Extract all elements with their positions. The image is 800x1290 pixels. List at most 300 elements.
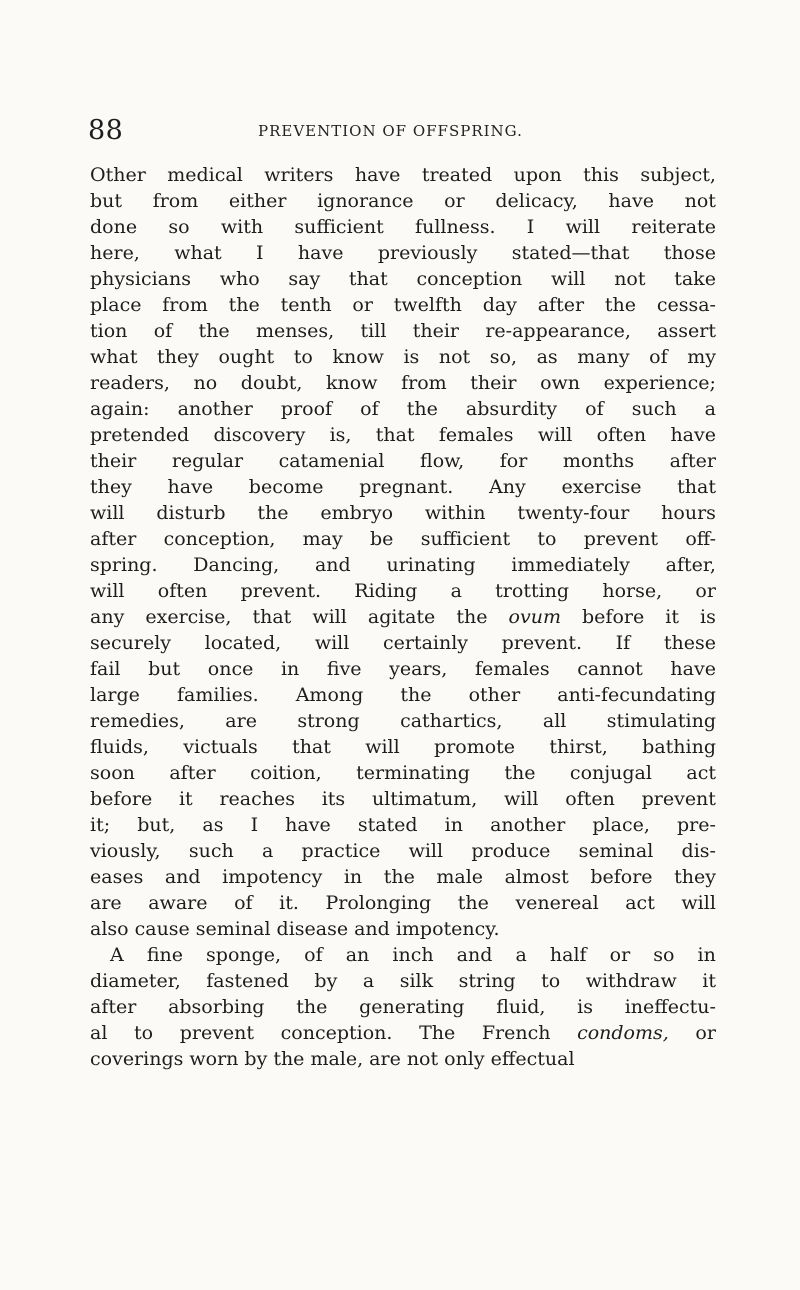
word: it bbox=[665, 606, 679, 628]
word: terminating bbox=[356, 762, 470, 784]
word: of bbox=[234, 892, 253, 914]
word: venereal bbox=[515, 892, 599, 914]
word: sufficient bbox=[420, 528, 511, 550]
word: five bbox=[326, 658, 362, 680]
word: exercise bbox=[561, 476, 642, 498]
word: will bbox=[312, 606, 347, 628]
word: and bbox=[354, 918, 390, 940]
word: trotting bbox=[495, 580, 570, 602]
word: their bbox=[90, 450, 137, 472]
text-line bbox=[90, 578, 716, 604]
word: it. bbox=[279, 892, 299, 914]
body-text bbox=[90, 162, 716, 1072]
word: immediately bbox=[511, 554, 630, 576]
word: will bbox=[314, 632, 350, 654]
word: prevent bbox=[179, 1022, 255, 1044]
word: Riding bbox=[354, 580, 418, 602]
text-line bbox=[90, 500, 716, 526]
word: the bbox=[228, 294, 260, 316]
word: say bbox=[288, 268, 321, 290]
word: will bbox=[408, 840, 444, 862]
word: after bbox=[669, 450, 716, 472]
word: Any bbox=[489, 476, 526, 498]
word: ovum bbox=[508, 606, 561, 628]
word: this bbox=[583, 164, 619, 186]
word: that bbox=[348, 268, 388, 290]
text-line bbox=[90, 682, 716, 708]
word: act bbox=[625, 892, 655, 914]
word: worn bbox=[189, 1048, 239, 1070]
word: embryo bbox=[320, 502, 394, 524]
word: before bbox=[582, 606, 645, 628]
text-line bbox=[90, 344, 716, 370]
word: another bbox=[490, 814, 566, 836]
word: act bbox=[686, 762, 716, 784]
word: all bbox=[542, 710, 567, 732]
word: reiterate bbox=[631, 216, 716, 238]
word: place bbox=[90, 294, 142, 316]
word: before bbox=[590, 866, 653, 888]
text-line bbox=[90, 890, 716, 916]
word: treated bbox=[421, 164, 493, 186]
text-line bbox=[90, 188, 716, 214]
word: a bbox=[515, 944, 527, 966]
word: become bbox=[248, 476, 324, 498]
page-header bbox=[88, 115, 728, 145]
text-line bbox=[90, 708, 716, 734]
word: or bbox=[695, 1022, 716, 1044]
text-line bbox=[90, 968, 716, 994]
text-line bbox=[90, 396, 716, 422]
word: from bbox=[162, 294, 208, 316]
word: the bbox=[257, 502, 289, 524]
word: not bbox=[438, 346, 471, 368]
word: readers, bbox=[90, 372, 170, 394]
word: its bbox=[321, 788, 346, 810]
word: their bbox=[412, 320, 460, 342]
word: often bbox=[596, 424, 647, 446]
word: to bbox=[537, 528, 557, 550]
word: the bbox=[400, 684, 432, 706]
word: here, bbox=[90, 242, 140, 264]
word: upon bbox=[513, 164, 562, 186]
word: eases bbox=[90, 866, 144, 888]
word: aware bbox=[148, 892, 208, 914]
word: what bbox=[90, 346, 138, 368]
word: re-appearance, bbox=[485, 320, 631, 342]
word: till bbox=[360, 320, 387, 342]
word: those bbox=[663, 242, 716, 264]
word: the bbox=[296, 996, 328, 1018]
word: to bbox=[134, 1022, 154, 1044]
word: large bbox=[90, 684, 140, 706]
word: impotency bbox=[222, 866, 323, 888]
word: or bbox=[609, 944, 631, 966]
word: these bbox=[663, 632, 716, 654]
word: in bbox=[280, 658, 300, 680]
word: to bbox=[293, 346, 313, 368]
word: generating bbox=[359, 996, 465, 1018]
word: after bbox=[90, 528, 137, 550]
word: fluids, bbox=[90, 736, 149, 758]
word: know bbox=[332, 346, 384, 368]
word: ultimatum, bbox=[371, 788, 478, 810]
word: Other bbox=[90, 164, 146, 186]
word: strong bbox=[297, 710, 360, 732]
word: twenty-four bbox=[517, 502, 630, 524]
word: stimulating bbox=[606, 710, 716, 732]
word: a bbox=[261, 840, 274, 862]
text-line bbox=[90, 604, 716, 630]
word: after bbox=[90, 996, 137, 1018]
word: string bbox=[458, 970, 516, 992]
word: once bbox=[207, 658, 254, 680]
word: know bbox=[326, 372, 378, 394]
word: is bbox=[700, 606, 716, 628]
word: not bbox=[684, 190, 716, 212]
word: are bbox=[369, 1048, 401, 1070]
word: delicacy, bbox=[495, 190, 578, 212]
word: victuals bbox=[183, 736, 258, 758]
word: they bbox=[90, 476, 132, 498]
word: prevent bbox=[641, 788, 716, 810]
word: I bbox=[256, 242, 264, 264]
word: will bbox=[90, 502, 125, 524]
word: agitate bbox=[367, 606, 436, 628]
word: prevent. bbox=[240, 580, 322, 602]
word: as bbox=[536, 346, 558, 368]
word: but bbox=[148, 658, 181, 680]
word: have bbox=[285, 814, 331, 836]
word: what bbox=[174, 242, 222, 264]
word: by bbox=[314, 970, 338, 992]
word: they bbox=[157, 346, 199, 368]
word: again: bbox=[90, 398, 150, 420]
word: withdraw bbox=[585, 970, 677, 992]
word: disturb bbox=[156, 502, 226, 524]
word: have bbox=[608, 190, 654, 212]
word: are bbox=[225, 710, 257, 732]
word: spring. bbox=[90, 554, 158, 576]
word: within bbox=[424, 502, 486, 524]
word: such bbox=[631, 398, 677, 420]
word: soon bbox=[90, 762, 135, 784]
text-line bbox=[90, 214, 716, 240]
word: as bbox=[202, 814, 224, 836]
word: practice bbox=[301, 840, 381, 862]
word: have bbox=[670, 658, 716, 680]
word: prevent. bbox=[501, 632, 583, 654]
word: that bbox=[292, 736, 331, 758]
word: subject, bbox=[640, 164, 716, 186]
word: before bbox=[90, 788, 153, 810]
text-line bbox=[90, 318, 716, 344]
text-line bbox=[90, 812, 716, 838]
text-line bbox=[90, 162, 716, 188]
word: of bbox=[649, 346, 668, 368]
word: years, bbox=[389, 658, 448, 680]
word: silk bbox=[399, 970, 434, 992]
text-line bbox=[90, 448, 716, 474]
text-line bbox=[90, 526, 716, 552]
word: impotency. bbox=[395, 918, 500, 940]
word: the bbox=[456, 606, 488, 628]
word: for bbox=[499, 450, 528, 472]
word: fastened bbox=[206, 970, 289, 992]
word: twelfth bbox=[393, 294, 462, 316]
word: that bbox=[375, 424, 415, 446]
word: another bbox=[177, 398, 253, 420]
word: not bbox=[406, 1048, 439, 1070]
word: place, bbox=[592, 814, 650, 836]
word: of bbox=[304, 944, 323, 966]
word: discovery bbox=[213, 424, 306, 446]
text-line bbox=[90, 942, 716, 968]
word: half bbox=[549, 944, 587, 966]
word: that bbox=[252, 606, 292, 628]
word: pregnant. bbox=[359, 476, 454, 498]
word: will bbox=[565, 216, 601, 238]
word: their bbox=[470, 372, 517, 394]
word: Dancing, bbox=[193, 554, 280, 576]
word: many bbox=[577, 346, 630, 368]
word: any bbox=[90, 606, 125, 628]
word: other bbox=[468, 684, 521, 706]
word: the bbox=[383, 866, 415, 888]
word: have bbox=[167, 476, 214, 498]
word: French bbox=[481, 1022, 551, 1044]
word: an bbox=[345, 944, 370, 966]
word: absorbing bbox=[168, 996, 265, 1018]
word: al bbox=[90, 1022, 108, 1044]
word: previously bbox=[377, 242, 478, 264]
word: day bbox=[482, 294, 517, 316]
word: in bbox=[444, 814, 463, 836]
word: a bbox=[450, 580, 462, 602]
word: the bbox=[504, 762, 536, 784]
word: is bbox=[577, 996, 593, 1018]
word: menses, bbox=[255, 320, 335, 342]
word: in bbox=[697, 944, 716, 966]
word: inch bbox=[392, 944, 434, 966]
word: physicians bbox=[90, 268, 191, 290]
word: cause bbox=[134, 918, 190, 940]
word: of bbox=[585, 398, 604, 420]
word: I bbox=[526, 216, 535, 238]
word: sponge, bbox=[206, 944, 282, 966]
word: and bbox=[314, 554, 351, 576]
word: but, bbox=[137, 814, 176, 836]
running-title: PREVENTION OF OFFSPRING. bbox=[258, 122, 523, 140]
word: regular bbox=[171, 450, 244, 472]
word: will bbox=[550, 268, 586, 290]
word: or bbox=[695, 580, 716, 602]
word: so bbox=[653, 944, 675, 966]
word: my bbox=[687, 346, 716, 368]
word: experience; bbox=[603, 372, 716, 394]
word: reaches bbox=[219, 788, 295, 810]
word: stated bbox=[357, 814, 418, 836]
word: of bbox=[153, 320, 173, 342]
word: fail bbox=[90, 658, 121, 680]
word: have bbox=[354, 164, 401, 186]
word: almost bbox=[504, 866, 569, 888]
word: fluid, bbox=[496, 996, 546, 1018]
word: families. bbox=[176, 684, 259, 706]
page-number: 88 bbox=[88, 115, 124, 146]
word: viously, bbox=[90, 840, 161, 862]
text-line bbox=[90, 292, 716, 318]
word: medical bbox=[167, 164, 243, 186]
word: after, bbox=[665, 554, 716, 576]
text-line bbox=[90, 1046, 716, 1072]
word: so, bbox=[489, 346, 517, 368]
word: tenth bbox=[280, 294, 332, 316]
word: proof bbox=[280, 398, 333, 420]
word: ought bbox=[218, 346, 275, 368]
word: will bbox=[681, 892, 716, 914]
word: to bbox=[541, 970, 561, 992]
word: dis- bbox=[681, 840, 716, 862]
word: fine bbox=[146, 944, 183, 966]
word: pretended bbox=[90, 424, 190, 446]
word: pre- bbox=[676, 814, 716, 836]
text-line bbox=[90, 474, 716, 500]
word: disease bbox=[276, 918, 349, 940]
word: such bbox=[188, 840, 234, 862]
word: stated—that bbox=[511, 242, 630, 264]
text-line bbox=[90, 240, 716, 266]
word: from bbox=[152, 190, 199, 212]
word: and bbox=[164, 866, 201, 888]
word: often bbox=[565, 788, 615, 810]
word: they bbox=[674, 866, 716, 888]
word: the bbox=[273, 1048, 305, 1070]
word: Prolonging bbox=[325, 892, 432, 914]
word: either bbox=[228, 190, 287, 212]
word: the bbox=[604, 294, 636, 316]
word: produce bbox=[471, 840, 551, 862]
word: is, bbox=[329, 424, 352, 446]
text-line bbox=[90, 838, 716, 864]
word: effectual bbox=[490, 1048, 575, 1070]
word: cessa- bbox=[656, 294, 716, 316]
text-line bbox=[90, 734, 716, 760]
word: females bbox=[474, 658, 550, 680]
word: months bbox=[562, 450, 635, 472]
word: If bbox=[615, 632, 631, 654]
word: flow, bbox=[420, 450, 465, 472]
word: securely bbox=[90, 632, 172, 654]
word: no bbox=[193, 372, 218, 394]
text-line bbox=[90, 1020, 716, 1046]
word: females bbox=[438, 424, 514, 446]
word: will bbox=[90, 580, 125, 602]
word: male, bbox=[310, 1048, 364, 1070]
word: tion bbox=[90, 320, 128, 342]
word: the bbox=[198, 320, 230, 342]
word: seminal bbox=[195, 918, 271, 940]
word: sufficient bbox=[294, 216, 384, 238]
word: with bbox=[220, 216, 264, 238]
word: take bbox=[674, 268, 716, 290]
word: done bbox=[90, 216, 138, 238]
word: have bbox=[670, 424, 716, 446]
word: promote bbox=[434, 736, 516, 758]
word: The bbox=[419, 1022, 456, 1044]
word: a bbox=[704, 398, 716, 420]
word: diameter, bbox=[90, 970, 181, 992]
word: from bbox=[401, 372, 447, 394]
word: certainly bbox=[382, 632, 469, 654]
word: urinating bbox=[386, 554, 476, 576]
text-line bbox=[90, 916, 716, 942]
word: who bbox=[219, 268, 260, 290]
word: conjugal bbox=[569, 762, 652, 784]
word: I bbox=[250, 814, 259, 836]
text-line bbox=[90, 786, 716, 812]
word: catamenial bbox=[278, 450, 385, 472]
word: hours bbox=[661, 502, 716, 524]
text-line bbox=[90, 994, 716, 1020]
word: are bbox=[90, 892, 122, 914]
word: by bbox=[244, 1048, 268, 1070]
text-line bbox=[90, 370, 716, 396]
word: have bbox=[297, 242, 344, 264]
word: absurdity bbox=[465, 398, 558, 420]
word: prevent bbox=[583, 528, 659, 550]
text-line bbox=[90, 552, 716, 578]
word: thirst, bbox=[549, 736, 608, 758]
word: cathartics, bbox=[400, 710, 503, 732]
text-line bbox=[90, 656, 716, 682]
word: coverings bbox=[90, 1048, 184, 1070]
word: often bbox=[157, 580, 208, 602]
word: writers bbox=[264, 164, 334, 186]
word: anti-fecundating bbox=[557, 684, 716, 706]
word: off- bbox=[685, 528, 716, 550]
word: exercise, bbox=[145, 606, 232, 628]
word: ineffectu- bbox=[624, 996, 716, 1018]
text-line bbox=[90, 630, 716, 656]
word: but bbox=[90, 190, 123, 212]
word: horse, bbox=[602, 580, 663, 602]
word: will bbox=[504, 788, 539, 810]
text-line bbox=[90, 266, 716, 292]
word: will bbox=[537, 424, 573, 446]
word: it; bbox=[90, 814, 111, 836]
word: it bbox=[178, 788, 193, 810]
word: cannot bbox=[577, 658, 643, 680]
word: after bbox=[537, 294, 585, 316]
text-line bbox=[90, 760, 716, 786]
word: bathing bbox=[642, 736, 716, 758]
word: conception, bbox=[163, 528, 276, 550]
word: conception. bbox=[280, 1022, 393, 1044]
text-line bbox=[90, 422, 716, 448]
word: or bbox=[352, 294, 373, 316]
word: in bbox=[343, 866, 363, 888]
word: the bbox=[406, 398, 438, 420]
word: assert bbox=[657, 320, 716, 342]
text-line bbox=[90, 864, 716, 890]
word: fullness. bbox=[415, 216, 496, 238]
word: it bbox=[702, 970, 716, 992]
word: that bbox=[677, 476, 716, 498]
word: may bbox=[302, 528, 343, 550]
word: also bbox=[90, 918, 129, 940]
word: condoms, bbox=[577, 1022, 669, 1044]
